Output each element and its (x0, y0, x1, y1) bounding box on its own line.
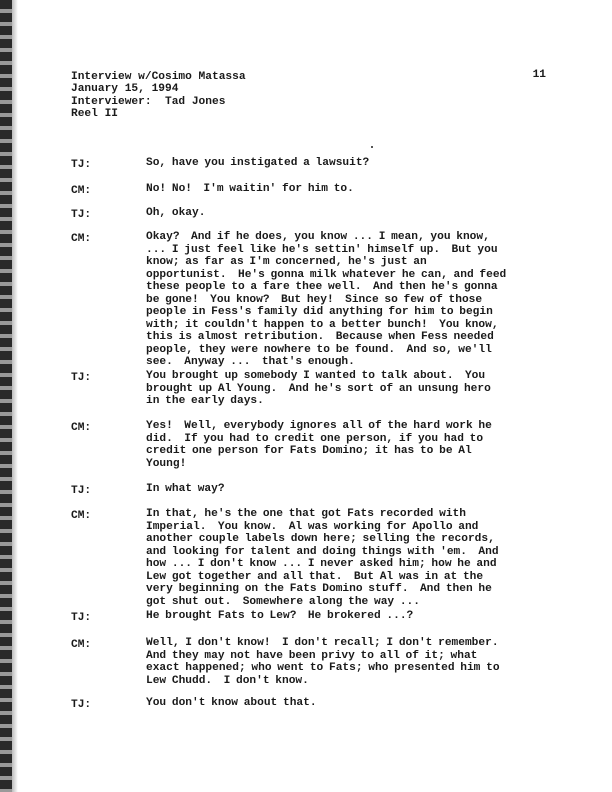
dialogue-text (146, 420, 551, 470)
speaker-label: TJ: (71, 159, 92, 171)
dialogue-line: Lew Chudd. I don't know. (146, 674, 309, 687)
dialogue-line: In what way? (146, 483, 225, 495)
header-date: January 15, 1994 (71, 83, 179, 96)
dialogue-line: another couple labels down here; selling the records, (146, 533, 495, 545)
dialogue-line: know; as far as I'm concerned, he's just an (146, 256, 427, 268)
dialogue-line: be gone! You know? But hey! Since so few of those (146, 293, 483, 306)
dialogue-text (146, 231, 551, 369)
dialogue-text (146, 508, 551, 608)
dialogue-text (146, 183, 551, 196)
speaker-label: CM: (71, 233, 92, 245)
header-interviewer: Interviewer: Tad Jones (71, 95, 226, 108)
speaker-label: TJ: (71, 485, 92, 497)
dialogue-line: Lew got together and all that. But Al was in at the (146, 570, 484, 583)
dialogue-line: in the early days. (146, 395, 264, 407)
dialogue-text (146, 483, 551, 496)
scan-speck (371, 146, 373, 148)
dialogue-line: You don't know about that. (146, 697, 317, 709)
header-title: Interview w/Cosimo Matassa (71, 71, 246, 83)
speaker-label: CM: (71, 422, 92, 434)
document-header (71, 71, 551, 121)
dialogue-line: Oh, okay. (146, 207, 206, 219)
dialogue-line: credit one person for Fats Domino; it has to be Al (146, 445, 472, 457)
speaker-label: CM: (71, 510, 92, 522)
dialogue-line: You brought up somebody I wanted to talk about. You (146, 370, 486, 382)
dialogue-line: Young! (146, 457, 187, 470)
binding-shadow (12, 0, 18, 792)
dialogue-line: people in Fess's family did anything for him to begin (146, 306, 493, 318)
dialogue-line: exact happened; who went to Fats; who presented him to (146, 662, 500, 674)
dialogue-line: In that, he's the one that got Fats recorded with (146, 508, 466, 520)
speaker-label: TJ: (71, 699, 92, 711)
dialogue-line: this is almost retribution. Because when Fess needed (146, 331, 494, 343)
binding-edge (0, 0, 12, 792)
speaker-label: TJ: (71, 372, 92, 384)
speaker-label: TJ: (71, 612, 92, 624)
speaker-label: CM: (71, 185, 92, 197)
dialogue-line: Well, I don't know! I don't recall; I don't remember. (146, 637, 499, 649)
dialogue-line: No! No! I'm waitin' for him to. (146, 183, 354, 195)
dialogue-line: Imperial. You know. Al was working for Apollo and (146, 520, 479, 533)
dialogue-line: And they may not have been privy to all of it; what (146, 649, 478, 662)
dialogue-text (146, 207, 551, 220)
dialogue-line: with; it couldn't happen to a better bunch! You know, (146, 318, 499, 331)
dialogue-line: So, have you instigated a lawsuit? (146, 157, 370, 169)
dialogue-line: and looking for talent and doing things with 'em. And (146, 545, 499, 558)
dialogue-text (146, 697, 551, 710)
dialogue-text (146, 610, 551, 623)
dialogue-line: Okay? And if he does, you know ... I mean, you know, (146, 231, 490, 243)
dialogue-line: He brought Fats to Lew? He brokered ...? (146, 610, 414, 622)
dialogue-line: these people to a fare thee well. And then he's gonna (146, 281, 498, 293)
dialogue-line: brought up Al Young. And he's sort of an unsung hero (146, 382, 491, 395)
dialogue-line: did. If you had to credit one person, if you had to (146, 432, 484, 445)
dialogue-text (146, 637, 551, 687)
dialogue-text (146, 370, 551, 408)
dialogue-line: see. Anyway ... that's enough. (146, 356, 355, 368)
dialogue-line: very beginning on the Fats Domino stuff. And then he (146, 583, 492, 595)
dialogue-line: ... I just feel like he's settin' himself up. But you (146, 243, 498, 256)
speaker-label: TJ: (71, 209, 92, 221)
dialogue-line: opportunist. He's gonna milk whatever he can, and feed (146, 268, 507, 281)
speaker-label: CM: (71, 639, 92, 651)
dialogue-line: got shut out. Somewhere along the way ... (146, 595, 420, 608)
page-number: 11 (532, 69, 546, 81)
dialogue-line: Yes! Well, everybody ignores all of the hard work he (146, 420, 492, 432)
dialogue-text (146, 157, 551, 170)
header-reel: Reel II (71, 108, 118, 121)
dialogue-line: how ... I don't know ... I never asked him; how he and (146, 558, 497, 570)
dialogue-line: people, they were nowhere to be found. And so, we'll (146, 343, 492, 356)
